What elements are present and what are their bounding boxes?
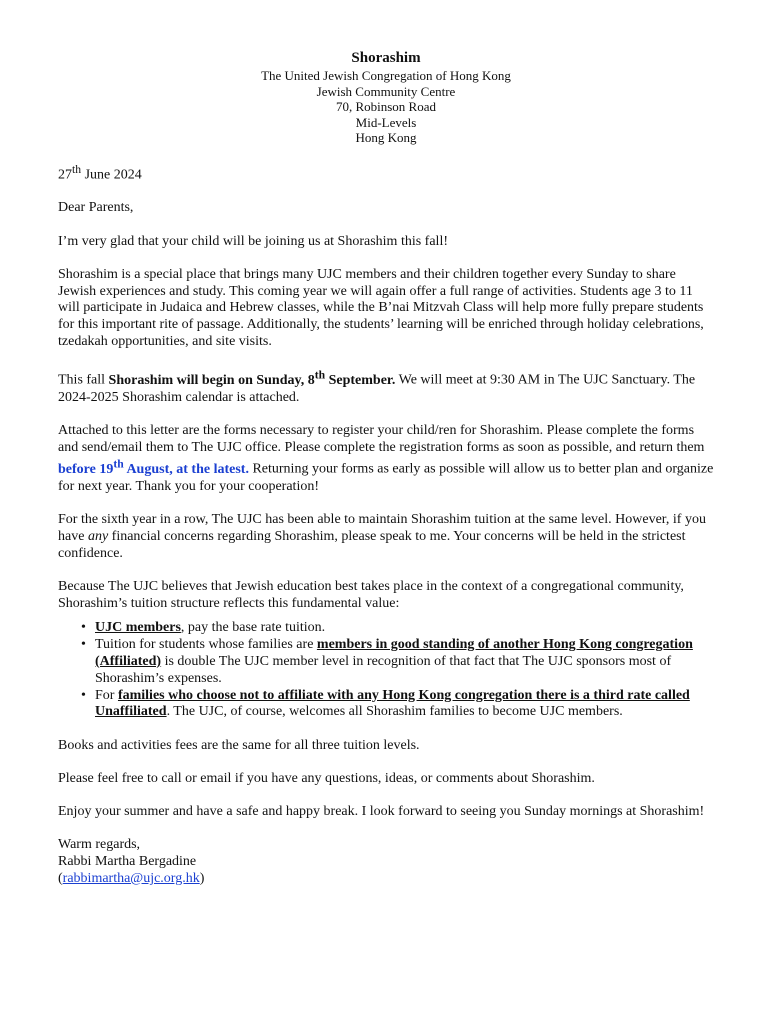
bullet-3-strong: families who choose not to affiliate with any Hong Kong congregation there is a third rate called Unaffiliated: [95, 687, 690, 720]
letterhead-road: 70, Robinson Road: [335, 99, 437, 114]
start-post: We will meet at 9:30 AM in The UJC Sanctuary. The 2024-2025 Shorashim calendar is attached.: [58, 372, 696, 405]
list-item: [81, 687, 714, 722]
letterhead-org: The United Jewish Congregation of Hong Kong: [261, 68, 511, 83]
email-close-paren: ): [199, 870, 205, 886]
letterhead: [58, 50, 714, 146]
bullet-icon: •: [81, 620, 86, 636]
deadline-highlight: [58, 457, 249, 477]
closing: Warm regards,: [58, 837, 141, 853]
signature-block: [58, 837, 714, 887]
bullet-icon: •: [81, 687, 86, 703]
date-day: 27: [58, 167, 72, 183]
letter: [58, 50, 714, 887]
list-item: [81, 620, 714, 637]
bullet-1-strong: UJC members: [95, 620, 181, 636]
start-bold-sup: th: [314, 368, 326, 382]
paragraph-structure: Because The UJC believes that Jewish education best takes place in the context of a congregational community, Shorashim’s tuition structure reflects this fundamental value:: [58, 578, 684, 611]
tuition-list: [58, 620, 714, 721]
list-item: [81, 637, 714, 687]
signer-name: Rabbi Martha Bergadine: [58, 853, 197, 869]
letterhead-city: Hong Kong: [355, 130, 417, 145]
email-link[interactable]: rabbimartha@ujc.org.hk: [62, 870, 200, 886]
start-bold-end: September.: [325, 372, 396, 388]
start-bold-text: Shorashim will begin on Sunday, 8: [108, 372, 315, 388]
bullet-2-post: is double The UJC member level in recognition of that fact that The UJC sponsors most of Shorashim’s expenses.: [95, 653, 672, 686]
deadline-text: before 19: [58, 461, 114, 477]
letter-date: [58, 162, 714, 184]
bullet-2-strong: members in good standing of another Hong Kong congregation (Affiliated): [95, 637, 693, 669]
bullet-3-post: . The UJC, of course, welcomes all Shorashim families to become UJC members.: [166, 704, 623, 720]
date-suffix: th: [72, 162, 82, 176]
paragraph-start-date: [58, 367, 714, 406]
forms-post: Returning your forms as early as possible will allow us to better plan and organize for next year. Thank you for your cooperation!: [58, 461, 714, 494]
bullet-3-pre: For: [95, 687, 118, 703]
paragraph-about: Shorashim is a special place that brings many UJC members and their children together every Sunday to share Jewish experiences and study. This coming year we will again offer a full range of activities. Students age 3 to 11 will participate in Judaica and Hebrew classes, while the B’nai Mitzvah Class will help more fully prepare students for this important rite of passage. Additionally, the students’ learning will be enriched through holiday celebrations, tzedakah opportunities, and site visits.: [58, 266, 704, 349]
bullet-2-pre: Tuition for students whose families are: [95, 637, 317, 653]
email-open-paren: (: [58, 870, 63, 886]
start-date-bold: [108, 368, 396, 388]
paragraph-forms: [58, 423, 714, 496]
letterhead-title: Shorashim: [351, 50, 421, 66]
greeting: Dear Parents,: [58, 200, 134, 216]
letterhead-centre: Jewish Community Centre: [316, 83, 456, 99]
paragraph-contact: Please feel free to call or email if you have any questions, ideas, or comments about Shorashim.: [58, 770, 595, 786]
intro-paragraph: I’m very glad that your child will be joining us at Shorashim this fall!: [58, 233, 448, 249]
paragraph-tuition: [58, 512, 714, 562]
start-pre: This fall: [58, 372, 109, 388]
letterhead-district: Mid-Levels: [355, 114, 417, 130]
tuition-emphasis: any: [87, 528, 109, 544]
paragraph-fees: Books and activities fees are the same for all three tuition levels.: [58, 737, 420, 753]
paragraph-summer: Enjoy your summer and have a safe and happy break. I look forward to seeing you Sunday mornings at Shorashim!: [58, 803, 705, 819]
deadline-end: August, at the latest.: [123, 461, 249, 477]
signer-email-line: [58, 871, 714, 888]
bullet-1-rest: , pay the base rate tuition.: [180, 620, 326, 636]
date-rest: June 2024: [81, 167, 142, 183]
bullet-icon: •: [81, 637, 86, 653]
forms-pre: Attached to this letter are the forms necessary to register your child/ren for Shorashim. Please complete the forms and send/email them to The UJC office. Please complete the registration forms as soon as possible, and return them: [58, 422, 705, 455]
deadline-sup: th: [113, 457, 124, 471]
tuition-pre: For the sixth year in a row, The UJC has been able to maintain Shorashim tuition at the same level. However, if you have: [58, 511, 706, 544]
tuition-post: financial concerns regarding Shorashim, please speak to me. Your concerns will be held in the strictest confidence.: [58, 528, 686, 561]
